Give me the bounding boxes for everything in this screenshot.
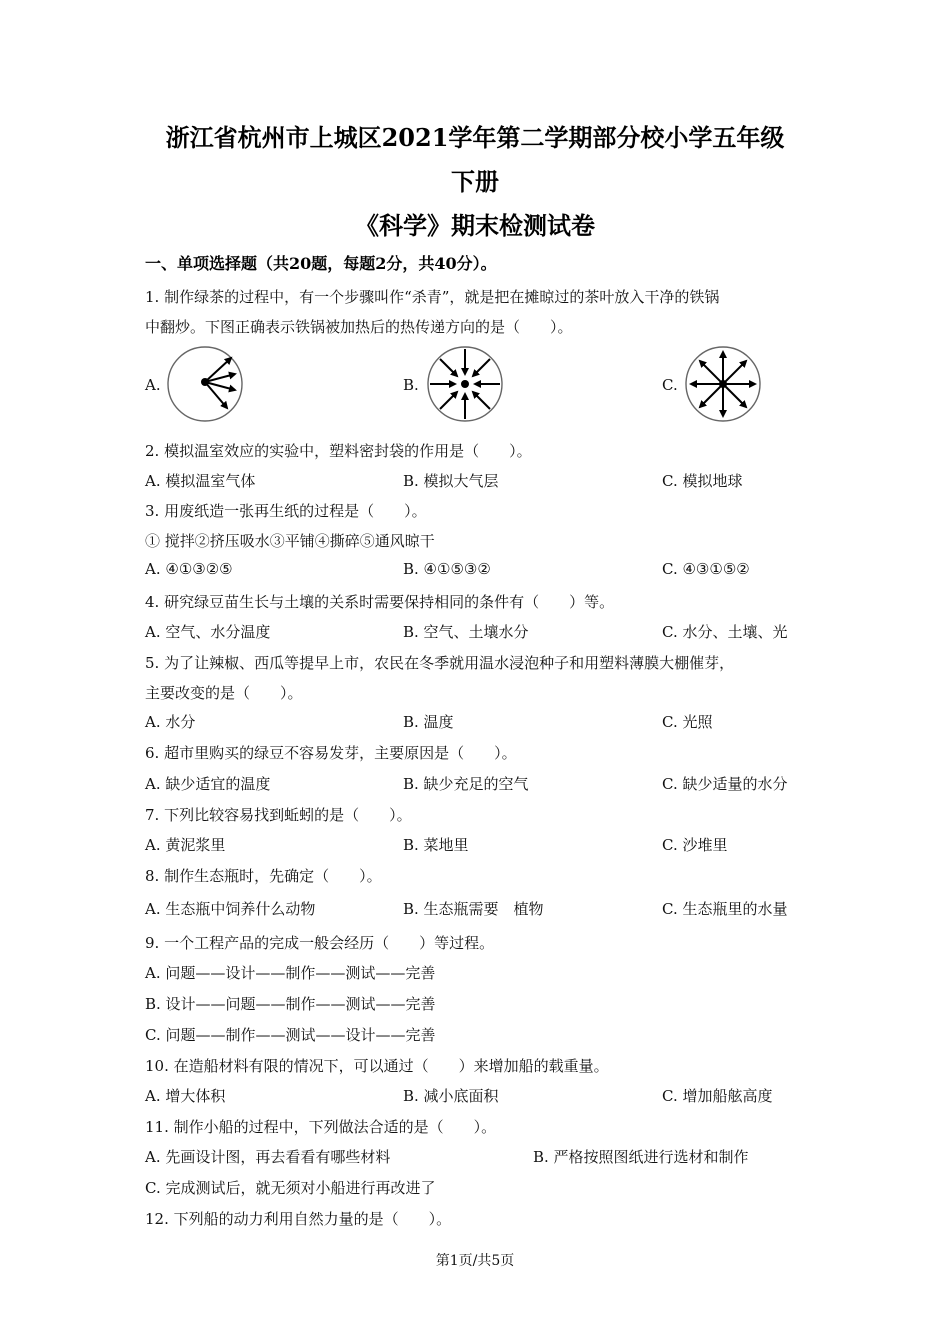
q5-option-a: A. 水分 xyxy=(145,713,196,731)
q6-option-a: A. 缺少适宜的温度 xyxy=(145,775,271,793)
q9-option-c: C. 问题——制作——测试——设计——完善 xyxy=(145,1026,436,1044)
q1-option-b-label: B. xyxy=(403,376,419,394)
q6-option-b: B. 缺少充足的空气 xyxy=(403,775,529,793)
q9-option-a: A. 问题——设计——制作——测试——完善 xyxy=(145,964,436,982)
q3-option-c: C. ④③①⑤② xyxy=(662,560,750,578)
q11-option-c: C. 完成测试后，就无须对小船进行再改进了 xyxy=(145,1179,436,1197)
question-2-line-1: 2. 模拟温室效应的实验中，塑料密封袋的作用是（ ）。 xyxy=(145,442,532,460)
q8-option-b: B. 生态瓶需要 植物 xyxy=(403,900,544,918)
question-3-line-1: 3. 用废纸造一张再生纸的过程是（ ）。 xyxy=(145,502,427,520)
question-5-line-2: 主要改变的是（ ）。 xyxy=(145,684,303,702)
off-center-arrows-icon xyxy=(165,344,245,424)
outward-arrows-icon xyxy=(683,344,763,424)
question-7-line-1: 7. 下列比较容易找到蚯蚓的是（ ）。 xyxy=(145,806,412,824)
question-11-line-1: 11. 制作小船的过程中，下列做法合适的是（ ）。 xyxy=(145,1118,497,1136)
q4-option-c: C. 水分、土壤、光 xyxy=(662,623,788,641)
q9-option-b: B. 设计——问题——制作——测试——完善 xyxy=(145,995,436,1013)
section-heading: 一、单项选择题（共20题，每题2分，共40分）。 xyxy=(145,254,497,273)
q2-option-b: B. 模拟大气层 xyxy=(403,472,499,490)
q8-option-a: A. 生态瓶中饲养什么动物 xyxy=(145,900,316,918)
q4-option-b: B. 空气、土壤水分 xyxy=(403,623,529,641)
q4-option-a: A. 空气、水分温度 xyxy=(145,623,271,641)
q8-option-c: C. 生态瓶里的水量 xyxy=(662,900,788,918)
question-9-line-1: 9. 一个工程产品的完成一般会经历（ ）等过程。 xyxy=(145,934,495,952)
q7-option-a: A. 黄泥浆里 xyxy=(145,836,226,854)
q10-option-a: A. 增大体积 xyxy=(145,1087,226,1105)
q6-option-c: C. 缺少适量的水分 xyxy=(662,775,788,793)
question-5-line-1: 5. 为了让辣椒、西瓜等提早上市，农民在冬季就用温水浸泡种子和用塑料薄膜大棚催芽， xyxy=(145,654,735,672)
q3-option-a: A. ④①③②⑤ xyxy=(145,560,233,578)
question-8-line-1: 8. 制作生态瓶时，先确定（ ）。 xyxy=(145,867,382,885)
question-6-line-1: 6. 超市里购买的绿豆不容易发芽，主要原因是（ ）。 xyxy=(145,744,517,762)
q2-option-a: A. 模拟温室气体 xyxy=(145,472,256,490)
document-title-line3: 《科学》期末检测试卷 xyxy=(355,211,595,240)
question-1-line-1: 1. 制作绿茶的过程中，有一个步骤叫作“杀青”，就是把在摊晾过的茶叶放入干净的铁锅 xyxy=(145,288,720,306)
q1-option-a-label: A. xyxy=(145,376,161,394)
q7-option-b: B. 菜地里 xyxy=(403,836,469,854)
q1-option-c-label: C. xyxy=(662,376,678,394)
question-10-line-1: 10. 在造船材料有限的情况下，可以通过（ ）来增加船的载重量。 xyxy=(145,1057,609,1075)
inward-arrows-icon xyxy=(425,344,505,424)
document-title-line2: 下册 xyxy=(451,167,499,196)
q10-option-b: B. 减小底面积 xyxy=(403,1087,499,1105)
q10-option-c: C. 增加船舷高度 xyxy=(662,1087,773,1105)
question-3-line-2: ① 搅拌②挤压吸水③平铺④撕碎⑤通风晾干 xyxy=(145,532,435,550)
q3-option-b: B. ④①⑤③② xyxy=(403,560,491,578)
question-12-line-1: 12. 下列船的动力利用自然力量的是（ ）。 xyxy=(145,1210,452,1228)
document-title-line1: 浙江省杭州市上城区2021学年第二学期部分校小学五年级 xyxy=(165,123,785,152)
question-1-line-2: 中翻炒。下图正确表示铁锅被加热后的热传递方向的是（ ）。 xyxy=(145,318,573,336)
q2-option-c: C. 模拟地球 xyxy=(662,472,743,490)
q11-option-a: A. 先画设计图，再去看看有哪些材料 xyxy=(145,1148,391,1166)
q5-option-b: B. 温度 xyxy=(403,713,454,731)
question-4-line-1: 4. 研究绿豆苗生长与土壤的关系时需要保持相同的条件有（ ）等。 xyxy=(145,593,615,611)
q7-option-c: C. 沙堆里 xyxy=(662,836,728,854)
q11-option-b: B. 严格按照图纸进行选材和制作 xyxy=(533,1148,749,1166)
page-number: 第1页/共5页 xyxy=(435,1253,515,1269)
q5-option-c: C. 光照 xyxy=(662,713,713,731)
